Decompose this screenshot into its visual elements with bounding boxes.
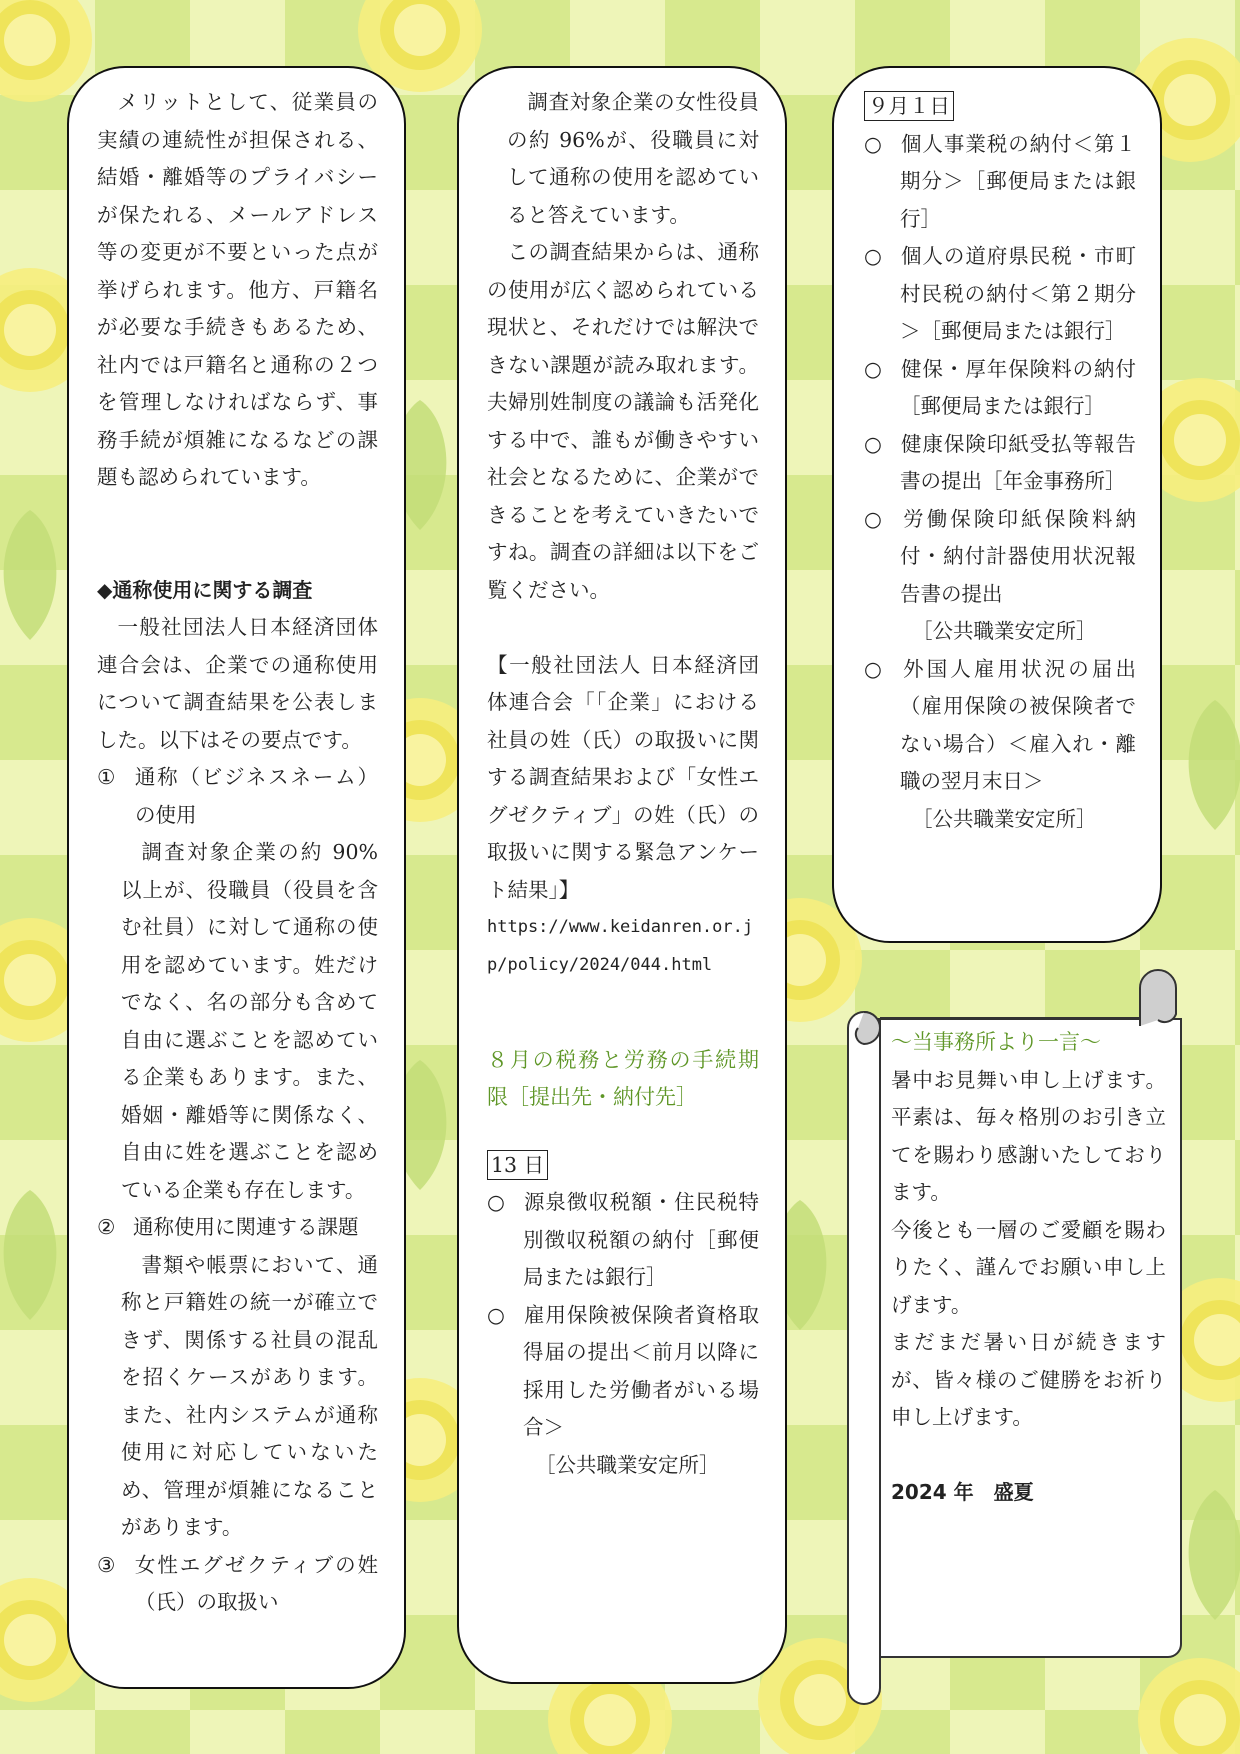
list-number: ② (97, 1215, 116, 1239)
circle-bullet-icon: ○ (864, 656, 882, 681)
conclusion-paragraph: この調査結果からは、通称の使用が広く認められている現状と、それだけでは解決できない課題が読み取れます。夫婦別姓制度の議論も活発化する中で、誰もが働きやすい社会となるために、企業ができることを考えていきたいですね。調査の詳細は以下をご覧ください。 (487, 240, 759, 602)
date-label: ９月１日 (864, 91, 954, 121)
deadline-item: ○ 労働保険印紙保険料納付・納付計器使用状況報告書の提出 (864, 501, 1136, 614)
deadline-destination: ［公共職業安定所］ (535, 1452, 720, 1477)
section-heading: ◆通称使用に関する調査 (97, 577, 313, 602)
list-number: ③ (97, 1552, 116, 1577)
circle-bullet-icon: ○ (864, 131, 882, 156)
source-citation: 【一般社団法人 日本経済団体連合会「「企業」における社員の姓（氏）の取扱いに関する調査結果および「女性エグゼクティブ」の姓（氏）の取扱いに関する緊急アンケート結果」】 (487, 652, 759, 902)
circle-bullet-icon: ○ (864, 356, 882, 381)
deadline-item: ○ 個人事業税の納付＜第１期分＞［郵便局または銀行］ (864, 126, 1136, 239)
scroll-frame-icon (820, 968, 1200, 1708)
deadline-item: ○ 個人の道府県民税・市町村民税の納付＜第２期分＞［郵便局または銀行］ (864, 238, 1136, 351)
deadline-item: ○ 源泉徴収税額・住民税特別徴収税額の納付［郵便局または銀行］ (487, 1184, 759, 1297)
intro-paragraph: メリットとして、従業員の実績の連続性が担保される、結婚・離婚等のプライバシーが保たれる、メールアドレス等の変更が不要といった点が挙げられます。他方、戸籍名が必要な手続きもあるため、社内では戸籍名と通称の２つを管理しなければならず、事務手続が煩雑になるなどの課題も認められています。 (97, 90, 378, 489)
list-item-title: ③ 女性エグゼクティブの姓（氏）の取扱い (97, 1547, 378, 1622)
circle-bullet-icon: ○ (864, 244, 882, 268)
list-number: ① (97, 765, 116, 789)
source-url[interactable]: https://www.keidanren.or.jp/policy/2024/044.html (487, 917, 754, 975)
survey-result-paragraph: 調査対象企業の女性役員の約 96%が、役職員に対して通称の使用を認めていると答えています。 (507, 90, 759, 227)
message-title: ～当事務所より一言～ (891, 1030, 1101, 1054)
deadline-item: ○ 健康保険印紙受払等報告書の提出［年金事務所］ (864, 426, 1136, 501)
deadline-column-right (832, 66, 1162, 943)
message-paragraph: 今後とも一層のご愛顧を賜わりたく、謹んでお願い申し上げます。 (891, 1217, 1166, 1317)
deadline-item: ○ 健保・厚年保険料の納付［郵便局または銀行］ (864, 351, 1136, 426)
date-label: 13 日 (487, 1150, 548, 1180)
circle-bullet-icon: ○ (487, 1302, 505, 1327)
message-paragraph: まだまだ暑い日が続きますが、皆々様のご健勝をお祈り申し上げます。 (891, 1330, 1166, 1429)
survey-intro-paragraph: 一般社団法人日本経済団体連合会は、企業での通称使用について調査結果を公表しました。以下はその要点です。 (97, 615, 378, 752)
circle-bullet-icon: ○ (864, 506, 882, 531)
deadline-item: ○ 外国人雇用状況の届出（雇用保険の被保険者でない場合）＜雇入れ・離職の翌月末日＞ (864, 651, 1136, 801)
list-item-body: 書類や帳票において、通称と戸籍姓の統一が確立できず、関係する社員の混乱を招くケースがあります。また、社内システムが通称使用に対応していないため、管理が煩雑になることがあります。 (121, 1252, 378, 1539)
message-paragraph: 暑中お見舞い申し上げます。平素は、毎々格別のお引き立てを賜わり感謝いたしております。 (891, 1067, 1166, 1204)
list-item-title: ① 通称（ビジネスネーム）の使用 (97, 759, 378, 834)
article-column-middle (457, 66, 787, 1684)
deadline-destination: ［公共職業安定所］ (912, 806, 1097, 831)
circle-bullet-icon: ○ (864, 431, 882, 456)
list-item-title: ② 通称使用に関連する課題 (97, 1209, 378, 1247)
circle-bullet-icon: ○ (487, 1190, 505, 1214)
deadline-heading: ８月の税務と労務の手続期限［提出先・納付先］ (487, 1047, 759, 1109)
message-signature: 2024 年 盛夏 (891, 1480, 1034, 1504)
deadline-item: ○ 雇用保険被保険者資格取得届の提出＜前月以降に採用した労働者がいる場合＞ (487, 1297, 759, 1447)
article-column-left (67, 66, 406, 1689)
deadline-destination: ［公共職業安定所］ (912, 619, 1097, 643)
list-item-body: 調査対象企業の約 90%以上が、役職員（役員を含む社員）に対して通称の使用を認めています。姓だけでなく、名の部分も含めて自由に選ぶことを認めている企業もあります。また、婚姻・離婚等に関係なく、自由に姓を選ぶことを認めている企業も存在します。 (121, 840, 378, 1202)
